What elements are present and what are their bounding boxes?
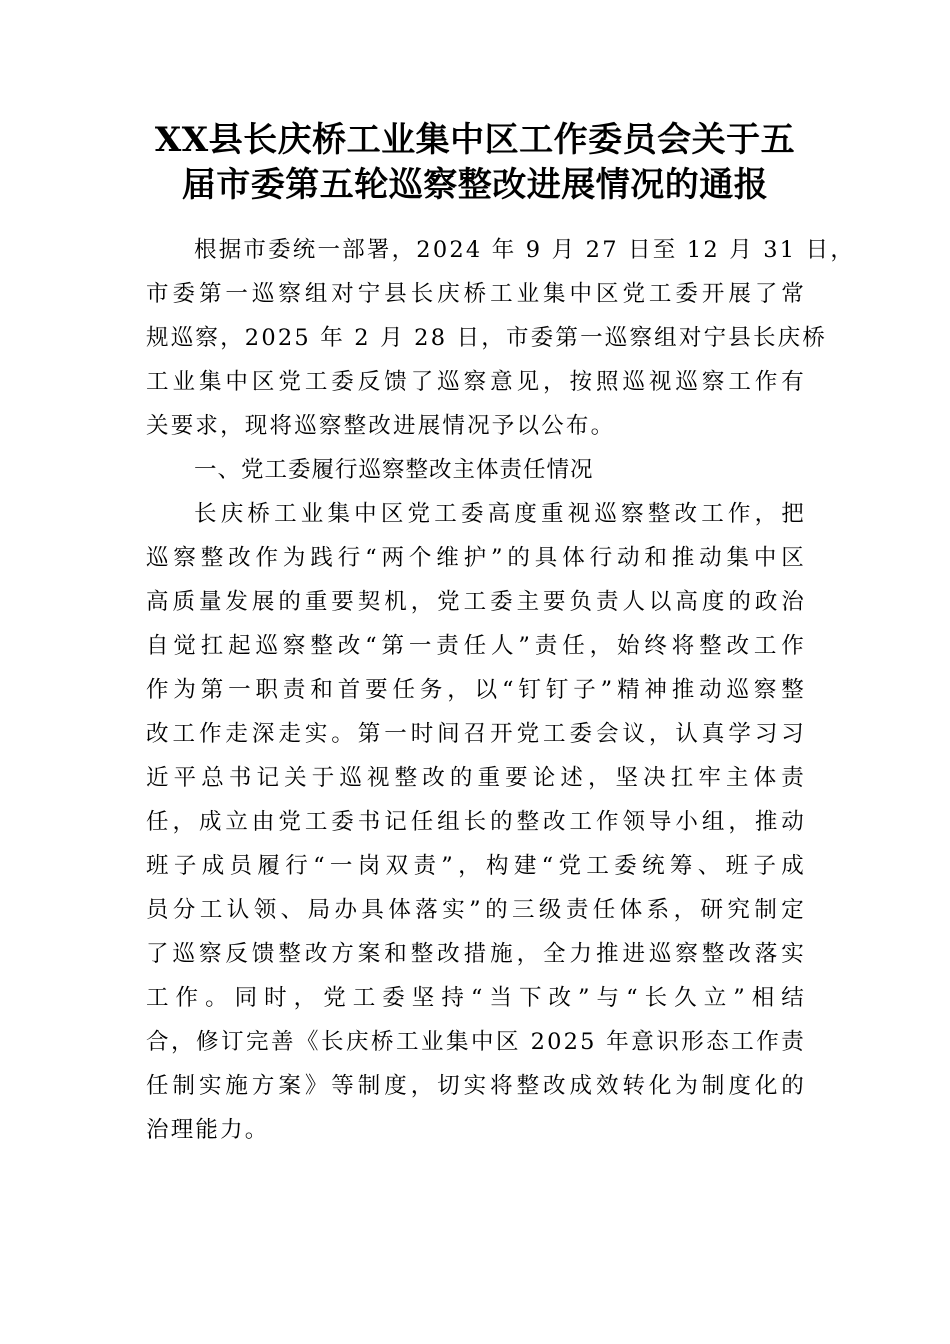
paragraph-line: 了巡察反馈整改方案和整改措施，全力推进巡察整改落实 <box>146 941 806 967</box>
paragraph-line: 改工作走深走实。第一时间召开党工委会议，认真学习习 <box>146 721 806 747</box>
paragraph-intro <box>146 228 856 448</box>
paragraph-line: 合，修订完善《长庆桥工业集中区 2025 年意识形态工作责 <box>146 1029 806 1055</box>
paragraph-responsibility <box>146 492 806 1152</box>
paragraph-line: 长庆桥工业集中区党工委高度重视巡察整改工作，把 <box>194 501 806 527</box>
paragraph-line: 工作。同时，党工委坚持“当下改”与“长久立”相结 <box>146 985 806 1011</box>
paragraph-line: 高质量发展的重要契机，党工委主要负责人以高度的政治 <box>146 589 806 615</box>
paragraph-line: 根据市委统一部署，2024 年 9 月 27 日至 12 月 31 日， <box>194 237 856 263</box>
document-title <box>120 118 830 208</box>
paragraph-line: 作为第一职责和首要任务，以“钉钉子”精神推动巡察整 <box>146 677 806 703</box>
paragraph-line: 治理能力。 <box>146 1117 270 1143</box>
paragraph-line: 工业集中区党工委反馈了巡察意见，按照巡视巡察工作有 <box>146 369 806 395</box>
paragraph-line: 关要求，现将巡察整改进展情况予以公布。 <box>146 413 616 439</box>
paragraph-line: 自觉扛起巡察整改“第一责任人”责任，始终将整改工作 <box>146 633 806 659</box>
paragraph-line: 市委第一巡察组对宁县长庆桥工业集中区党工委开展了常 <box>146 281 806 307</box>
paragraph-line: 员分工认领、局办具体落实”的三级责任体系，研究制定 <box>146 897 806 923</box>
paragraph-line: 任制实施方案》等制度，切实将整改成效转化为制度化的 <box>146 1073 806 1099</box>
title-line: XX县长庆桥工业集中区工作委员会关于五 <box>154 120 796 160</box>
title-line: 届市委第五轮巡察整改进展情况的通报 <box>181 165 769 205</box>
paragraph-line: 班子成员履行“一岗双责”，构建“党工委统筹、班子成 <box>146 853 806 879</box>
section-heading: 一、党工委履行巡察整改主体责任情况 <box>194 457 594 483</box>
paragraph-line: 近平总书记关于巡视整改的重要论述，坚决扛牢主体责 <box>146 765 806 791</box>
document-body <box>146 228 856 1152</box>
paragraph-line: 规巡察，2025 年 2 月 28 日，市委第一巡察组对宁县长庆桥 <box>146 325 828 351</box>
paragraph-line: 巡察整改作为践行“两个维护”的具体行动和推动集中区 <box>146 545 806 571</box>
paragraph-line: 任，成立由党工委书记任组长的整改工作领导小组，推动 <box>146 809 806 835</box>
